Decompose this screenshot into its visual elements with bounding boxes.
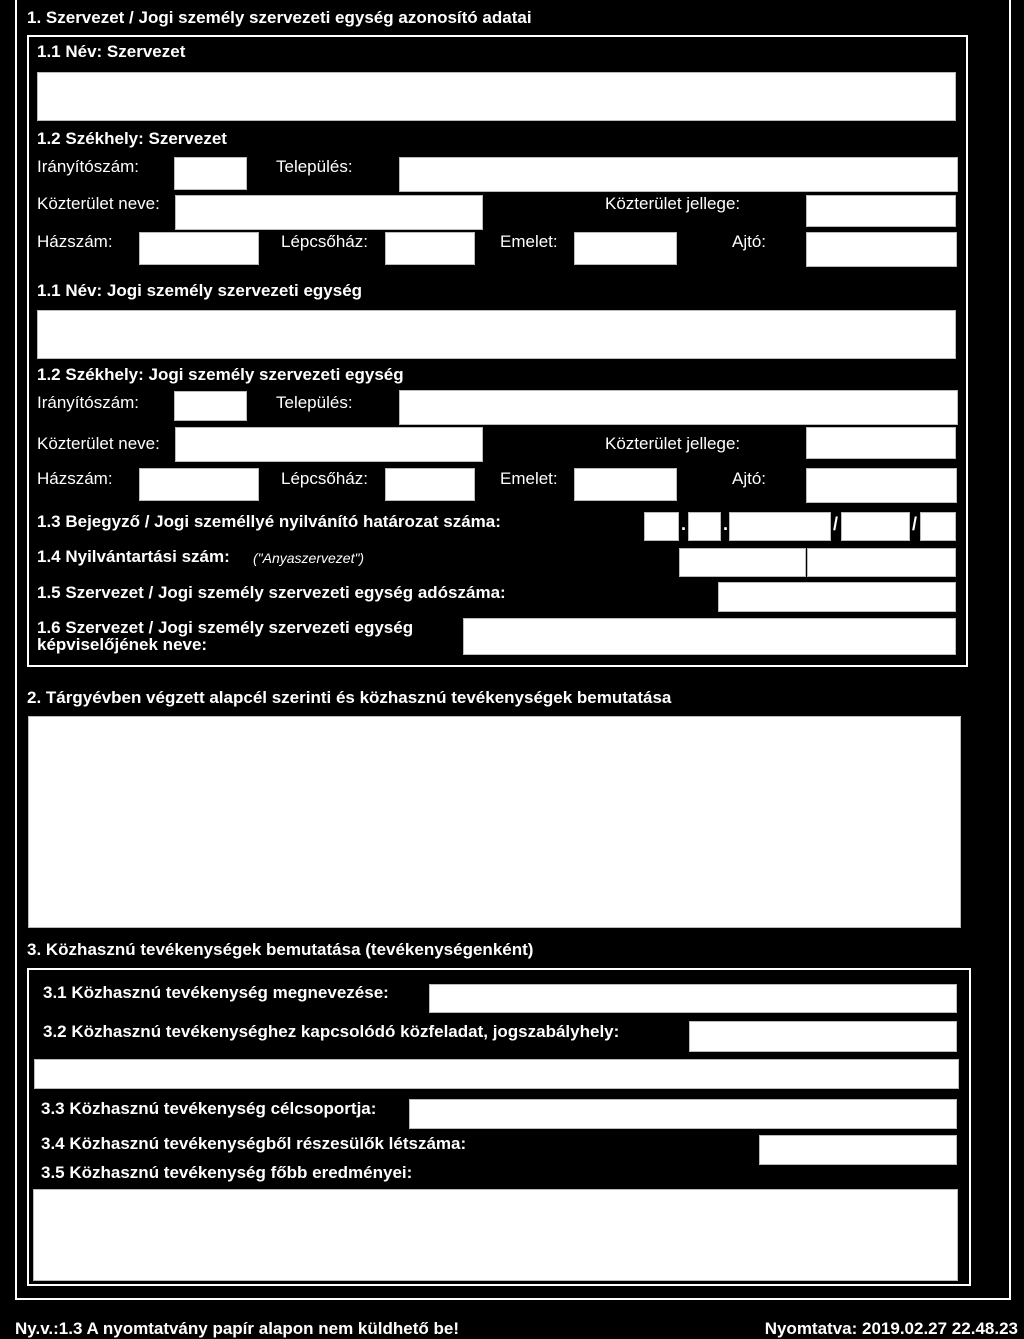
registry-slash-2: / xyxy=(912,514,918,534)
unit-city-field[interactable] xyxy=(399,390,958,425)
target-group-field[interactable] xyxy=(409,1099,957,1129)
representative-name-field[interactable] xyxy=(463,618,956,655)
activity-name-field[interactable] xyxy=(429,984,957,1013)
org-staircase-field[interactable] xyxy=(385,232,475,265)
org-house-no-field[interactable] xyxy=(139,232,259,265)
public-task-field[interactable] xyxy=(689,1021,957,1052)
representative-label-line1: 1.6 Szervezet / Jogi személy szervezeti egység xyxy=(37,618,414,637)
registry-field-number[interactable] xyxy=(729,512,831,541)
org-door-field[interactable] xyxy=(806,232,957,267)
unit-street-type-field[interactable] xyxy=(806,427,956,459)
unit-house-no-label: Házszám: xyxy=(37,469,113,488)
record-field-2[interactable] xyxy=(807,548,956,577)
section3-title: 3. Közhasznú tevékenységek bemutatása (tevékenységenként) xyxy=(27,940,534,959)
org-street-label: Közterület neve: xyxy=(37,194,160,213)
registry-dot-2: . xyxy=(723,514,729,534)
unit-seat-label: 1.2 Székhely: Jogi személy szervezeti egység xyxy=(37,365,404,384)
unit-zip-field[interactable] xyxy=(174,391,247,421)
org-house-no-label: Házszám: xyxy=(37,232,113,251)
org-name-label: 1.1 Név: Szervezet xyxy=(37,42,186,61)
unit-door-label: Ajtó: xyxy=(732,469,767,488)
unit-zip-label: Irányítószám: xyxy=(37,393,140,412)
unit-name-label: 1.1 Név: Jogi személy szervezeti egység xyxy=(37,281,363,300)
results-label: 3.5 Közhasznú tevékenység főbb eredményei: xyxy=(41,1163,413,1182)
unit-city-label: Település: xyxy=(276,393,353,412)
record-note: ("Anyaszervezet") xyxy=(253,550,365,566)
unit-floor-field[interactable] xyxy=(574,468,677,501)
unit-door-field[interactable] xyxy=(806,468,957,503)
registry-label: 1.3 Bejegyző / Jogi személlyé nyilvánító határozat száma: xyxy=(37,512,501,531)
tax-number-field[interactable] xyxy=(718,582,956,612)
unit-floor-label: Emelet: xyxy=(500,469,558,488)
org-street-type-label: Közterület jellege: xyxy=(605,194,741,213)
activity-name-label: 3.1 Közhasznú tevékenység megnevezése: xyxy=(43,983,389,1002)
section1-title: 1. Szervezet / Jogi személy szervezeti egység azonosító adatai xyxy=(27,8,532,27)
org-name-field[interactable] xyxy=(37,72,956,121)
beneficiaries-field[interactable] xyxy=(759,1135,957,1165)
representative-label-line2: képviselőjének neve: xyxy=(37,635,208,654)
public-task-detail-field[interactable] xyxy=(34,1059,959,1089)
beneficiaries-label: 3.4 Közhasznú tevékenységből részesülők létszáma: xyxy=(41,1134,467,1153)
org-floor-field[interactable] xyxy=(574,232,677,265)
registry-field-year[interactable] xyxy=(841,512,910,541)
results-field[interactable] xyxy=(33,1189,958,1281)
unit-street-type-label: Közterület jellege: xyxy=(605,434,741,453)
unit-house-no-field[interactable] xyxy=(139,468,259,501)
tax-number-label: 1.5 Szervezet / Jogi személy szervezeti egység adószáma: xyxy=(37,583,506,602)
org-floor-label: Emelet: xyxy=(500,232,558,251)
public-task-label: 3.2 Közhasznú tevékenységhez kapcsolódó közfeladat, jogszabályhely: xyxy=(43,1022,620,1041)
record-label: 1.4 Nyilvántartási szám: xyxy=(37,547,230,566)
org-city-field[interactable] xyxy=(399,157,958,192)
unit-street-label: Közterület neve: xyxy=(37,434,160,453)
org-zip-label: Irányítószám: xyxy=(37,157,140,176)
org-door-label: Ajtó: xyxy=(732,232,767,251)
registry-dot-1: . xyxy=(681,514,687,534)
unit-street-field[interactable] xyxy=(175,427,483,462)
unit-name-field[interactable] xyxy=(37,310,956,359)
org-staircase-label: Lépcsőház: xyxy=(281,232,368,251)
unit-staircase-label: Lépcsőház: xyxy=(281,469,368,488)
org-seat-label: 1.2 Székhely: Szervezet xyxy=(37,129,227,148)
registry-field-suffix[interactable] xyxy=(920,512,956,541)
registry-slash-1: / xyxy=(833,514,839,534)
org-street-field[interactable] xyxy=(175,195,483,230)
record-field-1[interactable] xyxy=(679,548,806,577)
activities-description-field[interactable] xyxy=(28,716,961,928)
registry-field-type[interactable] xyxy=(688,512,721,541)
target-group-label: 3.3 Közhasznú tevékenység célcsoportja: xyxy=(41,1099,377,1118)
unit-staircase-field[interactable] xyxy=(385,468,475,501)
section2-title: 2. Tárgyévben végzett alapcél szerinti és közhasznú tevékenységek bemutatása xyxy=(27,688,672,707)
print-timestamp: Nyomtatva: 2019.02.27 22.48.23 xyxy=(764,1319,1018,1338)
org-zip-field[interactable] xyxy=(174,157,247,190)
footer-note: Ny.v.:1.3 A nyomtatvány papír alapon nem küldhető be! xyxy=(15,1319,459,1338)
org-city-label: Település: xyxy=(276,157,353,176)
registry-field-court[interactable] xyxy=(644,512,679,541)
org-street-type-field[interactable] xyxy=(806,195,956,227)
